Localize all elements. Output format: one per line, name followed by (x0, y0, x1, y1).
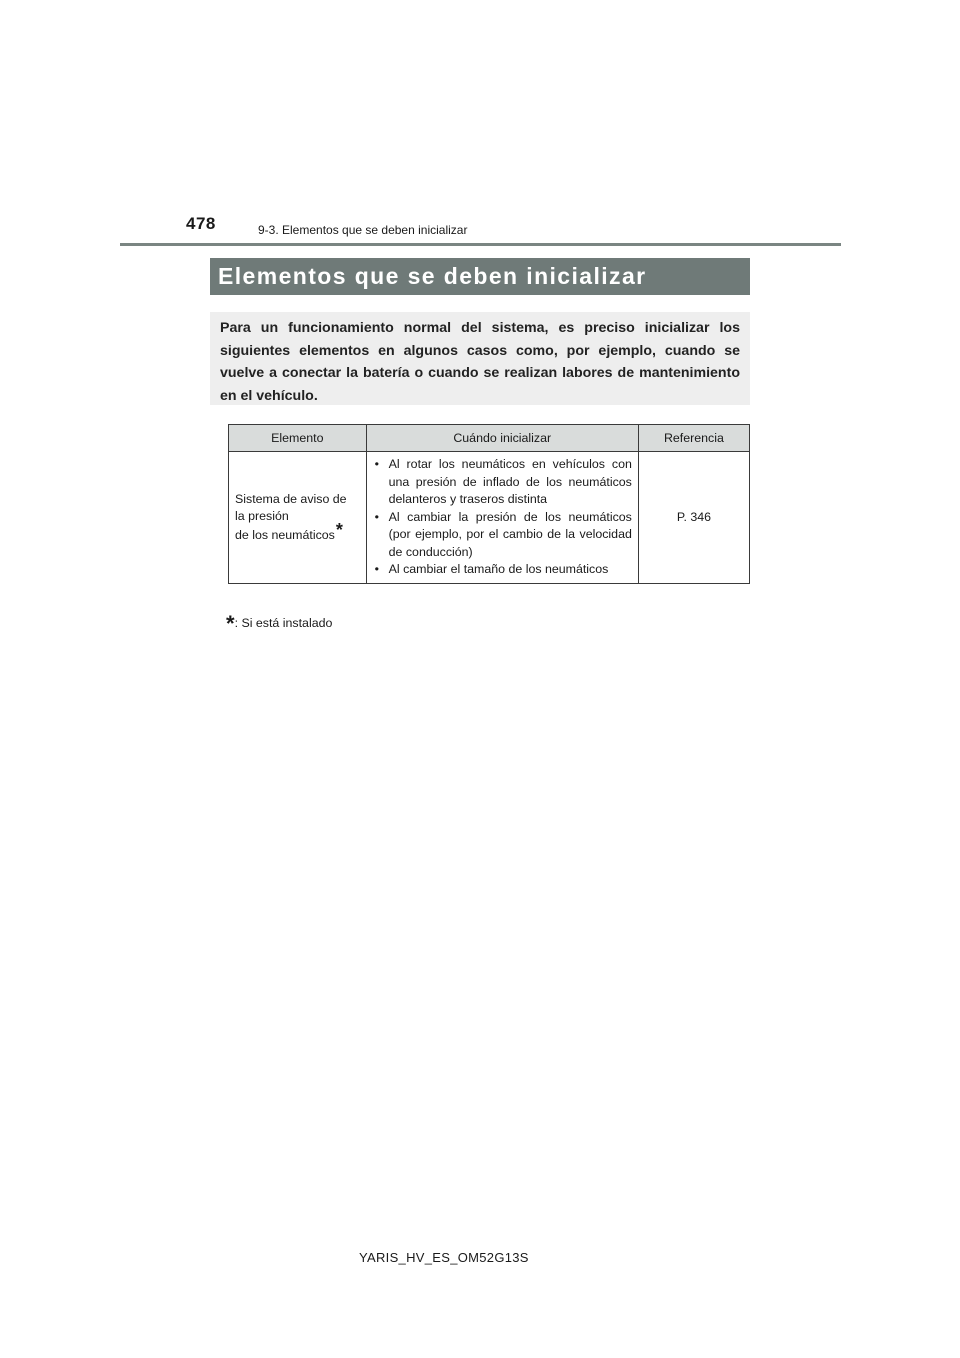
when-cell (366, 452, 638, 584)
element-name-line: Sistema de aviso de (235, 491, 347, 506)
intro-text: Para un funcionamiento normal del sistema, es preciso inicializar los siguientes elementos en algunos casos como, por ejemplo, cuando se vuelve a conectar la batería o cuando se realizan labores de mantenimiento en el vehículo. (220, 320, 740, 404)
title-bar (210, 258, 750, 295)
footnote (226, 607, 333, 636)
asterisk-mark: * (226, 611, 235, 636)
table-row (229, 452, 750, 584)
column-header-reference: Referencia (638, 425, 749, 452)
when-list (373, 456, 632, 579)
list-item: • Al cambiar la presión de los neumáticos (por ejemplo, por el cambio de la velocidad de conducción) (373, 509, 632, 562)
asterisk-mark: * (335, 519, 343, 540)
header-rule (120, 243, 841, 246)
column-header-when: Cuándo inicializar (366, 425, 638, 452)
reference-cell: P. 346 (638, 452, 749, 584)
list-item: • Al cambiar el tamaño de los neumáticos (373, 561, 632, 579)
page-title: Elementos que se deben inicializar (218, 263, 647, 289)
column-header-element: Elemento (229, 425, 367, 452)
list-item: • Al rotar los neumáticos en vehículos con una presión de inflado de los neumáticos delanteros y traseros distinta (373, 456, 632, 509)
element-name-line: la presión (235, 508, 289, 523)
section-reference: 9-3. Elementos que se deben inicializar (258, 223, 468, 237)
element-name-line: de los neumáticos (235, 527, 335, 542)
intro-box (210, 312, 750, 405)
initialization-table (228, 424, 750, 584)
page-number: 478 (186, 214, 216, 233)
table-header-row (229, 425, 750, 452)
footnote-text: : Si está instalado (234, 616, 333, 630)
element-cell (229, 452, 367, 584)
document-code: YARIS_HV_ES_OM52G13S (359, 1250, 529, 1265)
